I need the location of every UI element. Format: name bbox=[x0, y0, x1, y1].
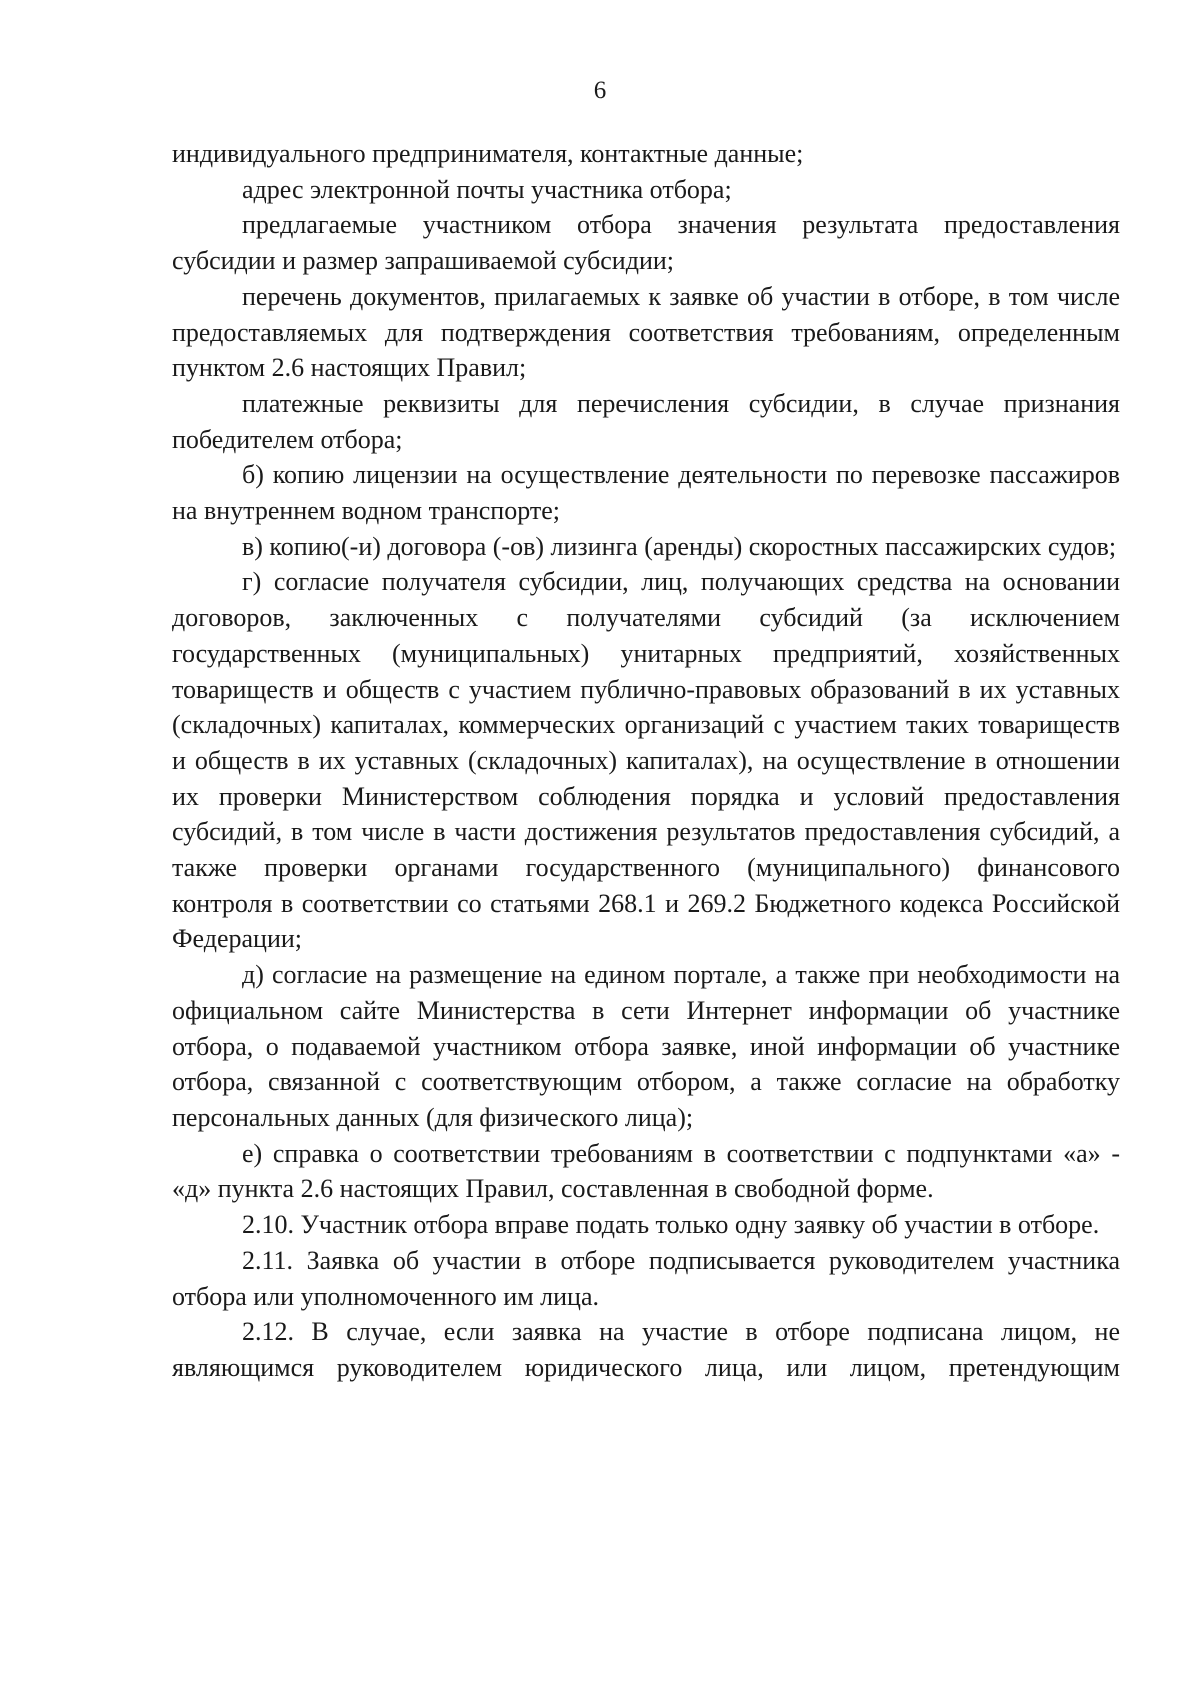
paragraph: индивидуального предпринимателя, контактные данные; bbox=[172, 139, 804, 168]
paragraph: г) согласие получателя субсидии, лиц, получающих средства на основании договоров, заключенных с получателями субсидий (за исключением государственных (муниципальных) унитарных предприятий, хозяйственных товариществ и обществ с участием публично-правовых образований в их уставных (складочных) капиталах, коммерческих организаций с участием таких товариществ и обществ в их уставных (складочных) капиталах), на осуществление в отношении их проверки Министерством соблюдения порядка и условий предоставления субсидий, в том числе в части достижения результатов предоставления субсидий, а также проверки органами государственного (муниципального) финансового контроля в соответствии со статьями 268.1 и 269.2 Бюджетного кодекса Российской Федерации; bbox=[172, 567, 1120, 954]
paragraph: адрес электронной почты участника отбора; bbox=[242, 174, 732, 204]
paragraph: д) согласие на размещение на едином портале, а также при необходимости на официальном сайте Министерства в сети Интернет информации об участнике отбора, о подаваемой участником отбора заявке, иной информации об участнике отбора, связанной с соответствующим отбором, а также согласие на обработку персональных данных (для физического лица); bbox=[172, 960, 1120, 1132]
paragraph: в) копию(-и) договора (-ов) лизинга (аренды) скоростных пассажирских судов; bbox=[242, 531, 1117, 561]
paragraph: б) копию лицензии на осуществление деятельности по перевозке пассажиров на внутреннем водном транспорте; bbox=[172, 460, 1120, 526]
paragraph: платежные реквизиты для перечисления субсидии, в случае признания победителем отбора; bbox=[172, 388, 1120, 454]
document-body bbox=[172, 136, 1120, 1386]
paragraph: предлагаемые участником отбора значения результата предоставления субсидии и размер запрашиваемой субсидии; bbox=[172, 210, 1120, 276]
page-number: 6 bbox=[593, 77, 607, 104]
paragraph: 2.12. В случае, если заявка на участие в отборе подписана лицом, не являющимся руководителем юридического лица, или лицом, претендующим bbox=[172, 1317, 1120, 1382]
paragraph: 2.11. Заявка об участии в отборе подписывается руководителем участника отбора или уполномоченного им лица. bbox=[172, 1245, 1120, 1311]
paragraph: е) справка о соответствии требованиям в соответствии с подпунктами «а» - «д» пункта 2.6 настоящих Правил, составленная в свободной форме. bbox=[172, 1138, 1120, 1204]
paragraph: перечень документов, прилагаемых к заявке об участии в отборе, в том числе предоставляемых для подтверждения соответствия требованиям, определенным пунктом 2.6 настоящих Правил; bbox=[172, 281, 1120, 383]
paragraph: 2.10. Участник отбора вправе подать только одну заявку об участии в отборе. bbox=[242, 1210, 1100, 1240]
